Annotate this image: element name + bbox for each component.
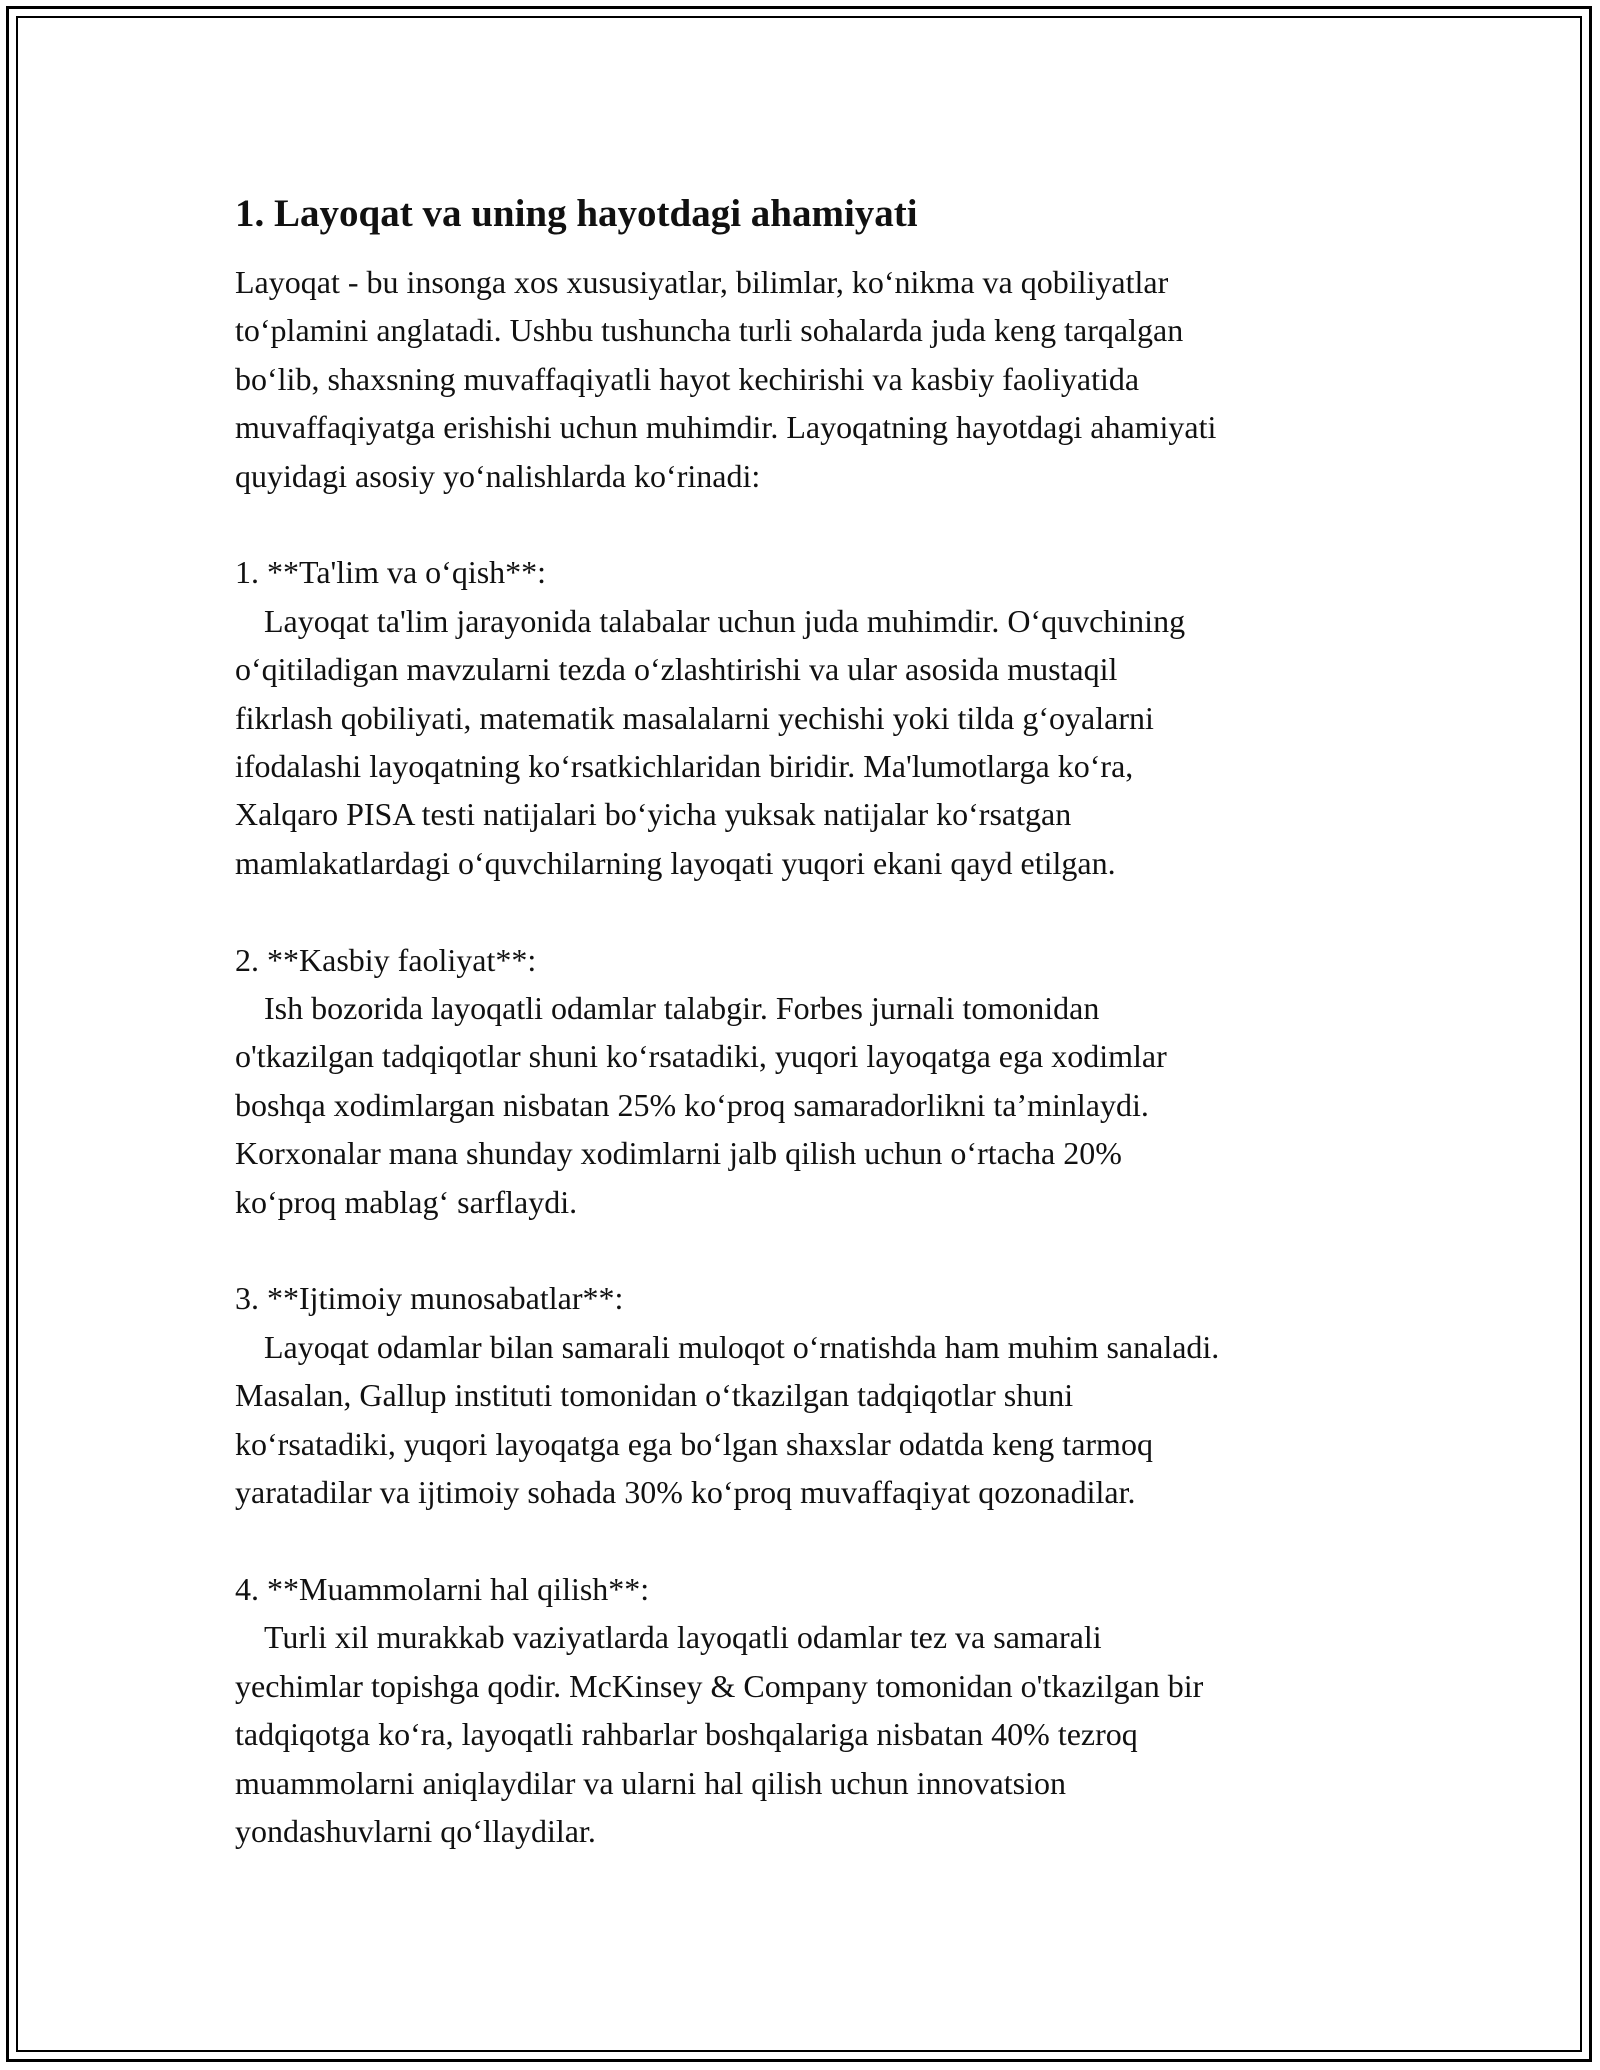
text-line: yechimlar topishga qodir. McKinsey & Company tomonidan o'tkazilgan bir	[235, 1667, 1204, 1704]
section-heading: 1. **Ta'lim va oʻqish**:	[235, 554, 547, 591]
text-line: tadqiqotga koʻra, layoqatli rahbarlar boshqalariga nisbatan 40% tezroq	[235, 1716, 1138, 1753]
text-line: Layoqat odamlar bilan samarali muloqot oʻrnatishda ham muhim sanaladi.	[264, 1328, 1220, 1365]
section-social	[235, 1274, 1395, 1516]
text-line: toʻplamini anglatadi. Ushbu tushuncha turli sohalarda juda keng tarqalgan	[235, 312, 1184, 349]
section-career	[235, 936, 1395, 1226]
text-line: muvaffaqiyatga erishishi uchun muhimdir. Layoqatning hayotdagi ahamiyati	[235, 409, 1217, 446]
text-line: yaratadilar va ijtimoiy sohada 30% koʻproq muvaffaqiyat qozonadilar.	[235, 1474, 1136, 1511]
section-heading: 4. **Muammolarni hal qilish**:	[235, 1570, 650, 1607]
text-line: koʻrsatadiki, yuqori layoqatga ega boʻlgan shaxslar odatda keng tarmoq	[235, 1425, 1153, 1462]
text-line: yondashuvlarni qoʻllaydilar.	[235, 1812, 596, 1849]
text-line: Ish bozorida layoqatli odamlar talabgir. Forbes jurnali tomonidan	[264, 990, 1100, 1027]
text-line: boshqa xodimlargan nisbatan 25% koʻproq samaradorlikni taʼminlaydi.	[235, 1086, 1149, 1123]
text-line: muammolarni aniqlaydilar va ularni hal qilish uchun innovatsion	[235, 1764, 1066, 1801]
text-line: Xalqaro PISA testi natijalari boʻyicha yuksak natijalar koʻrsatgan	[235, 796, 1072, 833]
section-heading: 2. **Kasbiy faoliyat**:	[235, 941, 537, 978]
text-line: ifodalashi layoqatning koʻrsatkichlaridan biridir. Ma'lumotlarga koʻra,	[235, 748, 1134, 785]
text-line: fikrlash qobiliyati, matematik masalalarni yechishi yoki tilda gʻoyalarni	[235, 699, 1154, 736]
text-line: koʻproq mablagʻ sarflaydi.	[235, 1183, 578, 1220]
intro-paragraph	[235, 258, 1395, 500]
text-line: o'tkazilgan tadqiqotlar shuni koʻrsatadiki, yuqori layoqatga ega xodimlar	[235, 1038, 1167, 1075]
document-body	[235, 184, 1395, 1855]
text-line: Turli xil murakkab vaziyatlarda layoqatli odamlar tez va samarali	[264, 1619, 1102, 1656]
paragraph-gap	[235, 500, 1395, 548]
paragraph-gap	[235, 887, 1395, 935]
text-line: oʻqitiladigan mavzularni tezda oʻzlashtirishi va ular asosida mustaqil	[235, 651, 1118, 688]
paragraph-gap	[235, 1226, 1395, 1274]
text-line: mamlakatlardagi oʻquvchilarning layoqati yuqori ekani qayd etilgan.	[235, 844, 1116, 881]
section-education	[235, 548, 1395, 887]
section-problem-solving	[235, 1565, 1395, 1855]
text-line: quyidagi asosiy yoʻnalishlarda koʻrinadi:	[235, 457, 761, 494]
text-line: Korxonalar mana shunday xodimlarni jalb qilish uchun oʻrtacha 20%	[235, 1135, 1122, 1172]
document-title: 1. Layoqat va uning hayotdagi ahamiyati	[235, 192, 918, 235]
text-line: Masalan, Gallup instituti tomonidan oʻtkazilgan tadqiqotlar shuni	[235, 1377, 1074, 1414]
text-line: Layoqat - bu insonga xos xususiyatlar, bilimlar, koʻnikma va qobiliyatlar	[235, 264, 1169, 300]
paragraph-gap	[235, 1517, 1395, 1565]
text-line: boʻlib, shaxsning muvaffaqiyatli hayot kechirishi va kasbiy faoliyatida	[235, 360, 1140, 397]
section-heading: 3. **Ijtimoiy munosabatlar**:	[235, 1280, 624, 1317]
text-line: Layoqat ta'lim jarayonida talabalar uchun juda muhimdir. Oʻquvchining	[264, 602, 1186, 639]
